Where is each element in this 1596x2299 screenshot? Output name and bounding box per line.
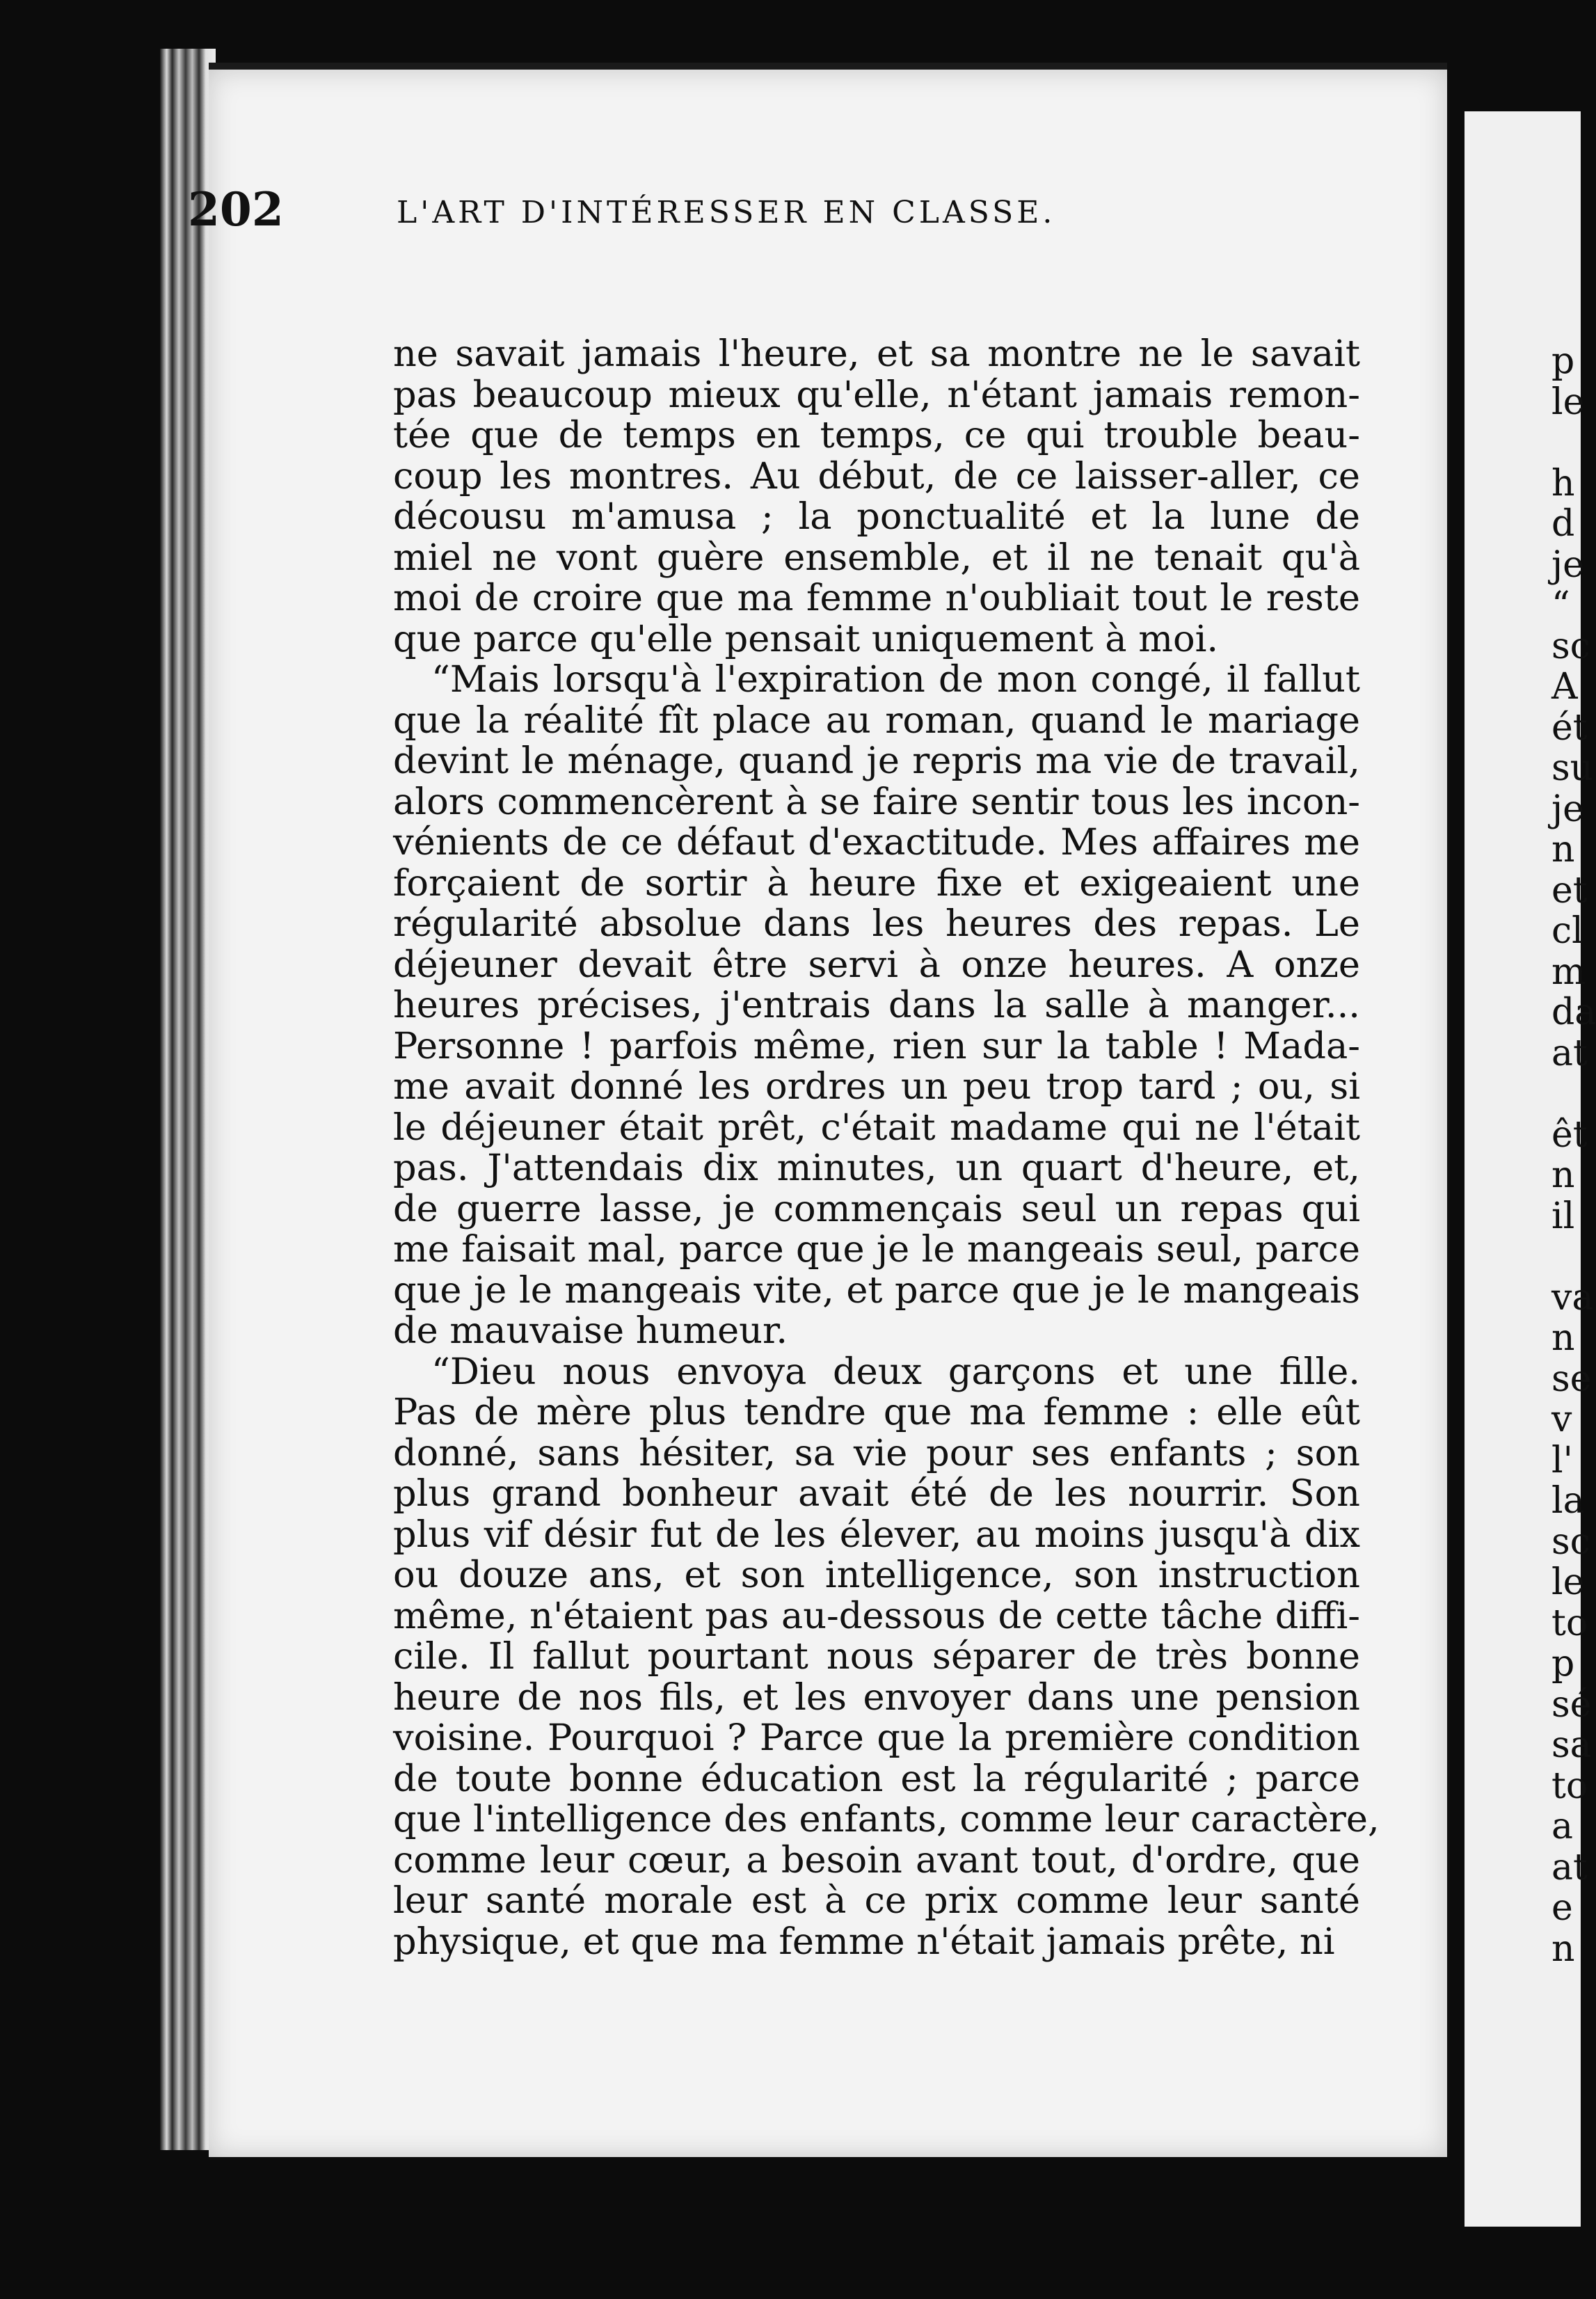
right-page-fragment: se — [1551, 1358, 1592, 1400]
text-line: plus grand bonheur avait été de les nourrir. Son — [393, 1472, 1360, 1515]
right-page-fragment: sé — [1551, 1683, 1592, 1726]
right-page-fragment: “ — [1551, 584, 1570, 626]
right-page-fragment: d — [1551, 503, 1575, 545]
text-line: voisine. Pourquoi ? Parce que la première condition — [393, 1717, 1360, 1759]
text-line: Pas de mère plus tendre que ma femme : elle eût — [393, 1391, 1360, 1433]
text-line: régularité absolue dans les heures des repas. Le — [393, 902, 1360, 945]
right-page-fragment: su — [1551, 747, 1594, 789]
right-page-fragment: n — [1551, 1317, 1575, 1359]
right-page-fragment: n — [1551, 1927, 1575, 1970]
text-line: “Mais lorsqu'à l'expiration de mon congé, il fallut — [431, 658, 1360, 701]
right-page-fragment: at — [1551, 1032, 1588, 1074]
text-line: que la réalité fît place au roman, quand le mariage — [393, 699, 1360, 742]
right-page-fragment: cl — [1551, 910, 1583, 952]
book-spine-edge — [160, 49, 216, 2150]
right-page-fragment: A — [1551, 666, 1578, 708]
right-page-fragment: n — [1551, 1154, 1575, 1196]
text-line: pas. J'attendais dix minutes, un quart d'heure, et, — [393, 1147, 1360, 1189]
right-page-fragment: to — [1551, 1602, 1588, 1644]
right-page-fragment: sc — [1551, 1520, 1590, 1563]
text-line: de mauvaise humeur. — [393, 1310, 788, 1352]
text-line: que parce qu'elle pensait uniquement à moi. — [393, 617, 1219, 660]
text-line: leur santé morale est à ce prix comme leur santé — [393, 1879, 1360, 1922]
right-page-fragment: m — [1551, 950, 1586, 993]
right-page-fragment: sc — [1551, 625, 1590, 667]
text-line: me faisait mal, parce que je le mangeais seul, parce — [393, 1228, 1360, 1271]
right-page-fragment: le — [1551, 1561, 1585, 1603]
page-number: 202 — [188, 182, 284, 237]
text-line: devint le ménage, quand je repris ma vie de travail, — [393, 740, 1360, 782]
right-page-fragment: p — [1551, 340, 1575, 382]
right-page-fragment: l' — [1551, 1439, 1573, 1481]
right-page-fragment: e — [1551, 1887, 1573, 1929]
text-line: déjeuner devait être servi à onze heures. A onze — [393, 943, 1360, 986]
text-line: décousu m'amusa ; la ponctualité et la lune de — [393, 495, 1360, 538]
right-page-fragment: h — [1551, 462, 1575, 504]
text-line: heure de nos fils, et les envoyer dans une pension — [393, 1676, 1360, 1719]
text-line: coup les montres. Au début, de ce laisser-aller, ce — [393, 454, 1360, 498]
text-line: donné, sans hésiter, sa vie pour ses enfants ; son — [393, 1431, 1360, 1474]
right-page-fragment: et — [1551, 869, 1588, 912]
text-line: “Dieu nous envoya deux garçons et une fille. — [431, 1350, 1360, 1393]
text-line: vénients de ce défaut d'exactitude. Mes affaires me — [393, 821, 1360, 864]
right-page-fragment: le — [1551, 381, 1585, 423]
text-line: pas beaucoup mieux qu'elle, n'étant jamais remon- — [393, 373, 1360, 416]
right-page-fragment: va — [1551, 1276, 1594, 1319]
right-page-fragment: je — [1551, 543, 1584, 586]
text-line: me avait donné les ordres un peu trop tard ; ou, si — [393, 1065, 1360, 1108]
right-page-fragment: p — [1551, 1643, 1575, 1685]
running-head — [188, 182, 1371, 259]
text-line: heures précises, j'entrais dans la salle à manger... — [393, 984, 1360, 1026]
text-line: le déjeuner était prêt, c'était madame qui ne l'était — [393, 1106, 1360, 1149]
right-page-fragment: n — [1551, 829, 1575, 870]
text-line: moi de croire que ma femme n'oubliait tout le reste — [393, 577, 1360, 619]
text-line: que l'intelligence des enfants, comme leur caractère, — [393, 1798, 1380, 1840]
text-line: tée que de temps en temps, ce qui trouble beau- — [393, 414, 1360, 456]
right-page-fragment — [1551, 1236, 1596, 1278]
right-page-fragment: v — [1551, 1399, 1572, 1440]
right-page-fragment: to — [1551, 1765, 1588, 1807]
text-line: miel ne vont guère ensemble, et il ne tenait qu'à — [393, 536, 1360, 579]
right-page-fragment: je — [1551, 788, 1584, 830]
text-line: de guerre lasse, je commençais seul un repas qui — [393, 1187, 1360, 1230]
right-page-fragment: êt — [1551, 1113, 1588, 1156]
right-page-fragment: a — [1551, 1806, 1574, 1847]
text-line: physique, et que ma femme n'était jamais prête, ni — [393, 1920, 1335, 1963]
right-page-fragment — [1551, 422, 1596, 463]
right-page-fragment: sa — [1551, 1724, 1592, 1766]
right-page-fragment — [1551, 1074, 1596, 1115]
right-page-fragment: la — [1551, 1480, 1585, 1522]
text-line: comme leur cœur, a besoin avant tout, d'ordre, que — [393, 1838, 1360, 1882]
text-line: plus vif désir fut de les élever, au moins jusqu'à dix — [393, 1513, 1360, 1556]
text-line: alors commencèrent à se faire sentir tous les incon- — [393, 780, 1360, 823]
text-line: ne savait jamais l'heure, et sa montre ne le savait — [393, 333, 1360, 375]
right-page-fragment: da — [1551, 992, 1596, 1033]
right-page-text-fragments — [1551, 341, 1596, 1969]
text-line: Personne ! parfois même, rien sur la table ! Mada- — [393, 1024, 1360, 1067]
text-line: cile. Il fallut pourtant nous séparer de très bonne — [393, 1635, 1360, 1678]
text-line: même, n'étaient pas au-dessous de cette tâche diffi- — [393, 1594, 1360, 1637]
text-line: de toute bonne éducation est la régularité ; parce — [393, 1757, 1360, 1800]
running-title: L'ART D'INTÉRESSER EN CLASSE. — [397, 195, 1056, 230]
body-text — [393, 333, 1380, 1963]
right-page-fragment: il — [1551, 1195, 1575, 1237]
text-line: ou douze ans, et son intelligence, son instruction — [393, 1554, 1360, 1596]
right-page-fragment: ét — [1551, 706, 1588, 749]
text-line: que je le mangeais vite, et parce que je le mangeais — [393, 1268, 1360, 1312]
right-page-fragment: at — [1551, 1846, 1588, 1888]
text-line: forçaient de sortir à heure fixe et exigeaient une — [393, 861, 1360, 905]
